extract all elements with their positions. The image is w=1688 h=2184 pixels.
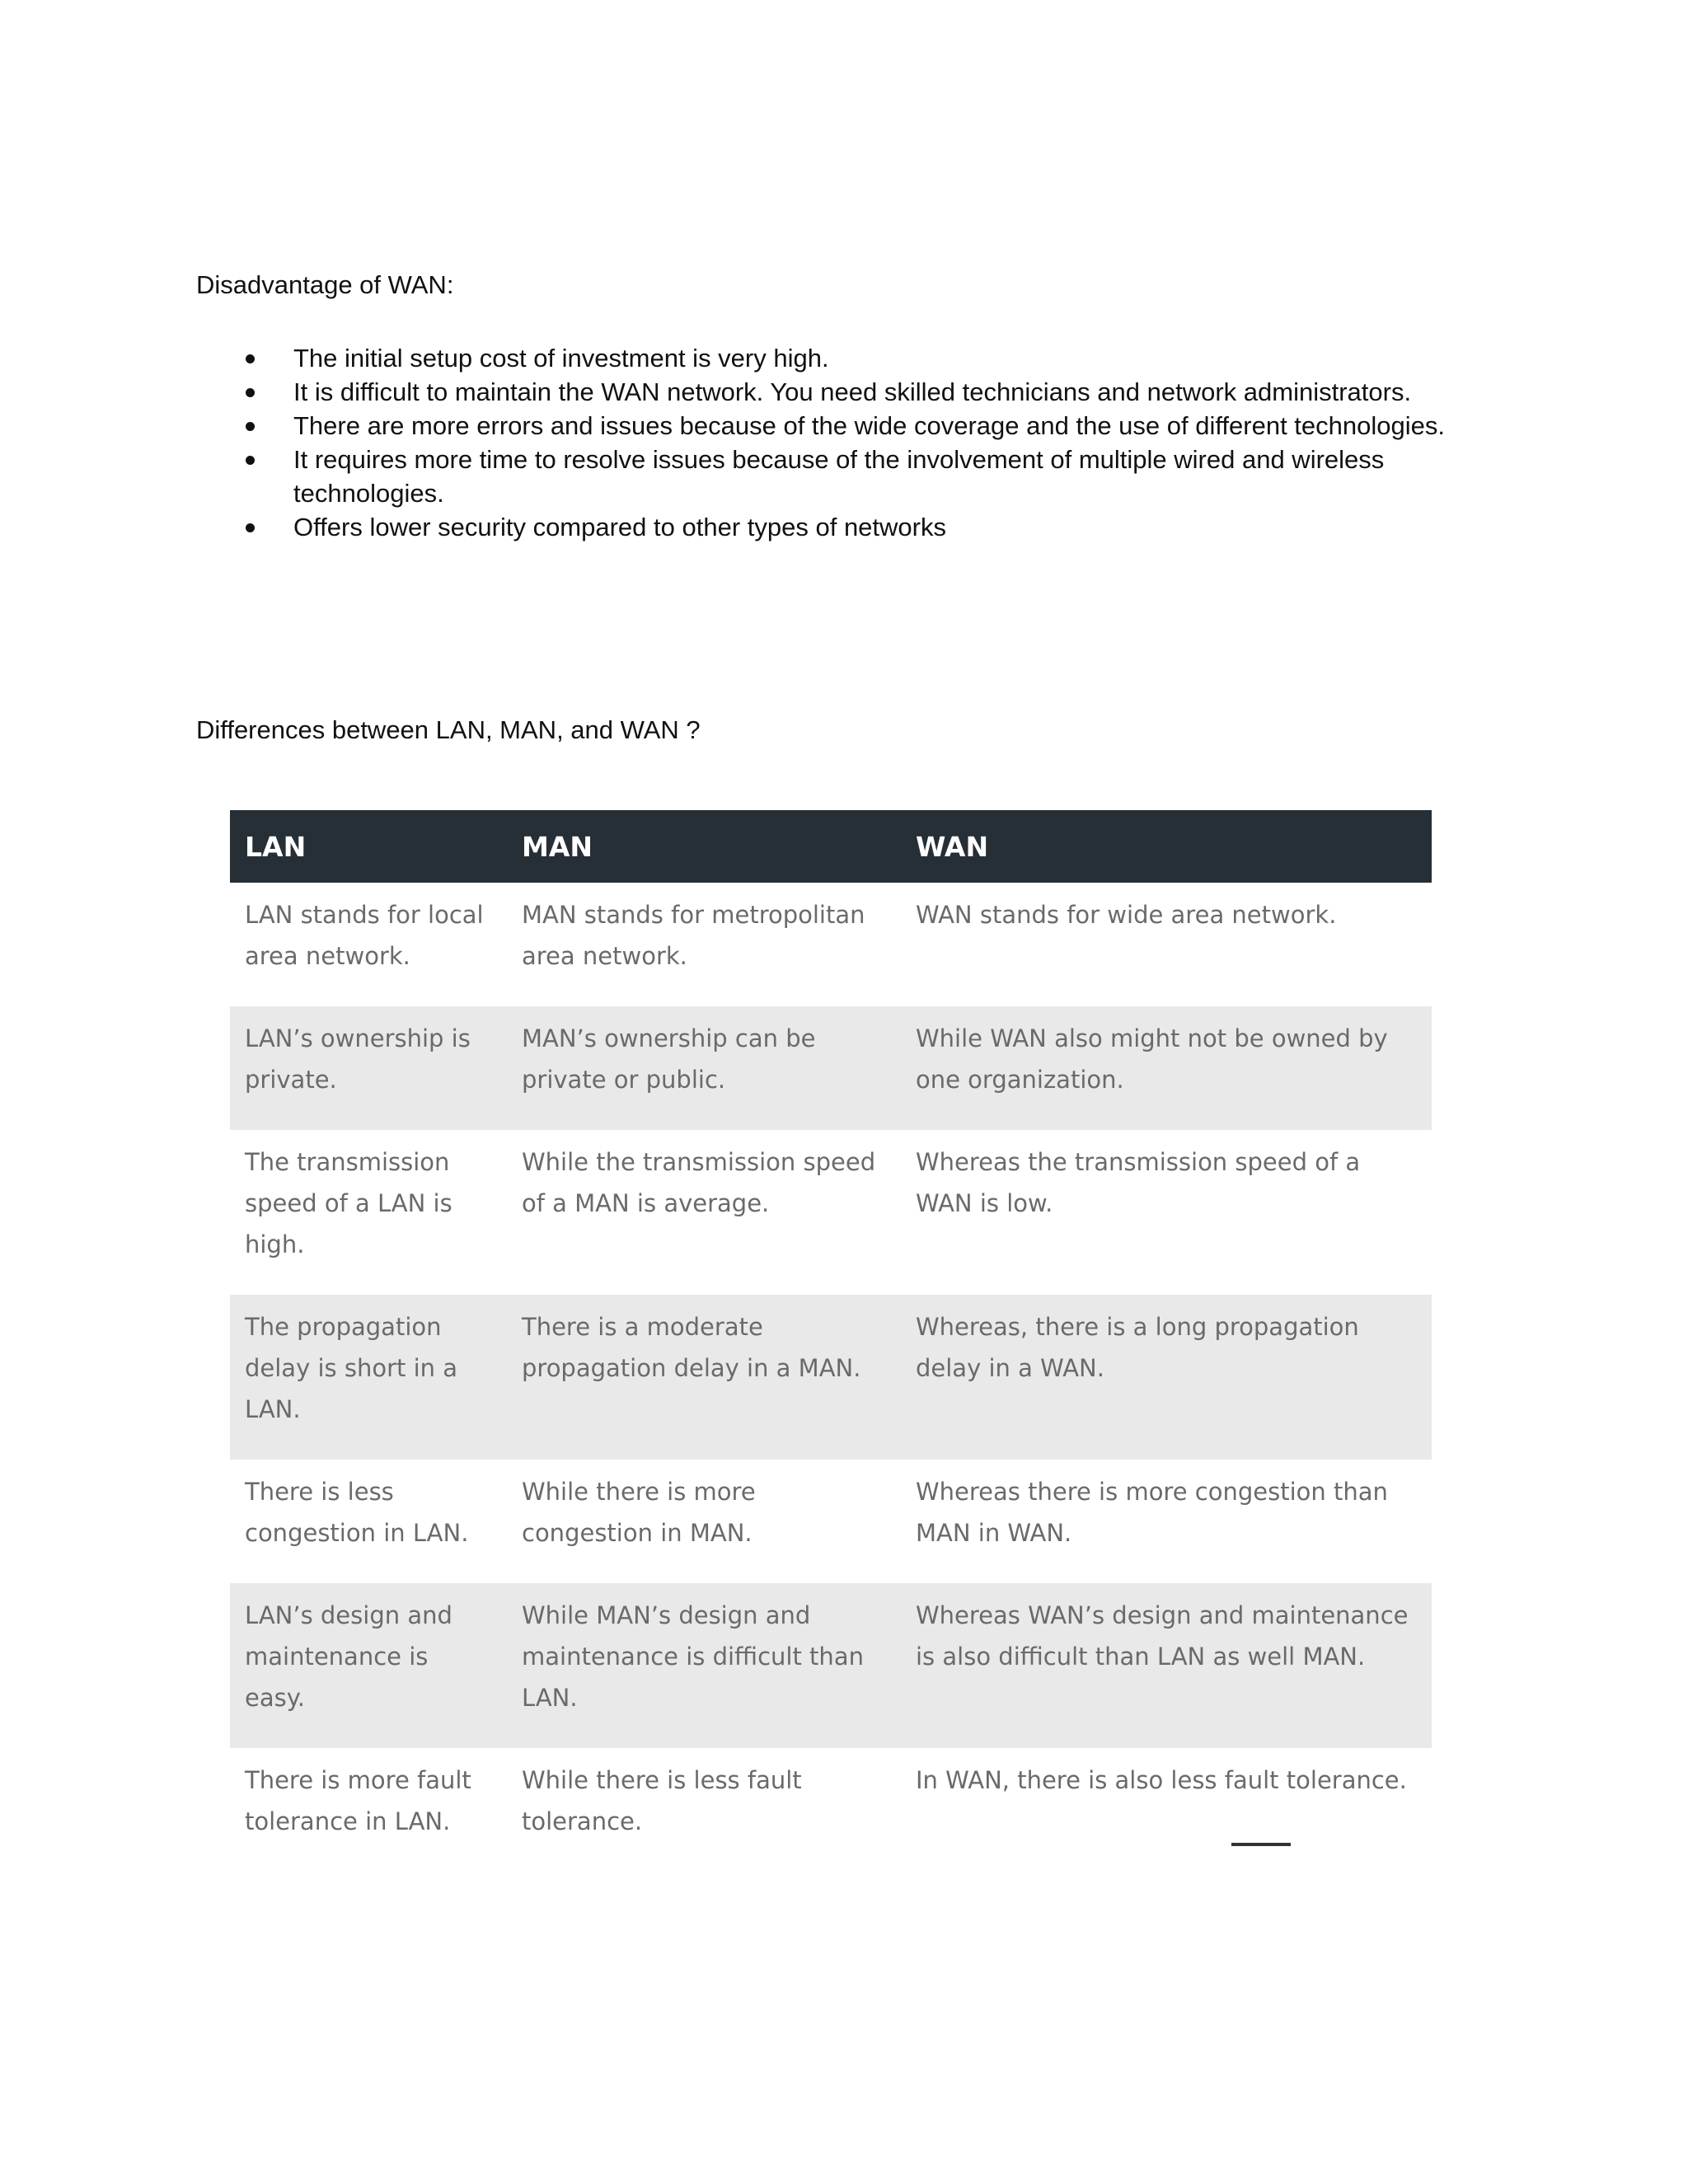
header-lan: LAN [230, 810, 507, 883]
table-cell: There is a moderate propagation delay in a MAN. [507, 1295, 901, 1460]
table-cell: While the transmission speed of a MAN is average. [507, 1130, 901, 1295]
wan-disadvantages-list [196, 341, 1482, 544]
table-row [230, 1748, 1432, 1872]
table-cell: LAN stands for local area network. [230, 883, 507, 1006]
table-cell: While MAN’s design and maintenance is difficult than LAN. [507, 1583, 901, 1748]
list-item-text: It is difficult to maintain the WAN network. You need skilled technicians and network administrators. [293, 377, 1412, 406]
header-wan: WAN [901, 810, 1432, 883]
table-cell: LAN’s ownership is private. [230, 1006, 507, 1130]
bullet-icon [246, 523, 255, 532]
table-cell: There is less congestion in LAN. [230, 1460, 507, 1583]
table-row [230, 1295, 1432, 1460]
table-cell: The transmission speed of a LAN is high. [230, 1130, 507, 1295]
table-row [230, 1130, 1432, 1295]
wan-disadvantages-heading: Disadvantage of WAN: [196, 270, 454, 299]
header-man: MAN [507, 810, 901, 883]
table-cell: The propagation delay is short in a LAN. [230, 1295, 507, 1460]
table-cell: MAN stands for metropolitan area network. [507, 883, 901, 1006]
table-cell: WAN stands for wide area network. [901, 883, 1432, 1006]
table-row [230, 1006, 1432, 1130]
list-item-text: Offers lower security compared to other types of networks [293, 513, 946, 541]
bullet-icon [246, 422, 255, 431]
comparison-table [230, 810, 1432, 1872]
table-row [230, 1583, 1432, 1748]
table-row [230, 883, 1432, 1006]
list-item-text: It requires more time to resolve issues because of the involvement of multiple wired and wireless technologies. [293, 445, 1385, 508]
list-item [196, 341, 1482, 375]
table-cell: While there is less fault tolerance. [507, 1748, 901, 1872]
table-cell: While WAN also might not be owned by one organization. [901, 1006, 1432, 1130]
table-cell: MAN’s ownership can be private or public. [507, 1006, 901, 1130]
list-item-text: The initial setup cost of investment is very high. [293, 344, 829, 373]
bullet-icon [246, 354, 255, 363]
list-item [196, 510, 1482, 544]
table-cell: Whereas there is more congestion than MAN in WAN. [901, 1460, 1432, 1583]
comparison-table-image [230, 810, 1432, 1872]
underline-mark [1231, 1843, 1291, 1846]
table-cell: Whereas WAN’s design and maintenance is also difficult than LAN as well MAN. [901, 1583, 1432, 1748]
differences-heading: Differences between LAN, MAN, and WAN ? [196, 715, 701, 744]
list-item-text: There are more errors and issues because of the wide coverage and the use of different technologies. [293, 411, 1445, 440]
bullet-icon [246, 456, 255, 465]
list-item [196, 375, 1482, 409]
table-cell: In WAN, there is also less fault tolerance. [901, 1748, 1432, 1872]
table-cell: While there is more congestion in MAN. [507, 1460, 901, 1583]
table-header-row [230, 810, 1432, 883]
table-cell: There is more fault tolerance in LAN. [230, 1748, 507, 1872]
table-row [230, 1460, 1432, 1583]
list-item [196, 443, 1482, 510]
table-cell: LAN’s design and maintenance is easy. [230, 1583, 507, 1748]
list-item [196, 409, 1482, 443]
table-cell: Whereas the transmission speed of a WAN is low. [901, 1130, 1432, 1295]
bullet-icon [246, 388, 255, 397]
table-cell: Whereas, there is a long propagation delay in a WAN. [901, 1295, 1432, 1460]
